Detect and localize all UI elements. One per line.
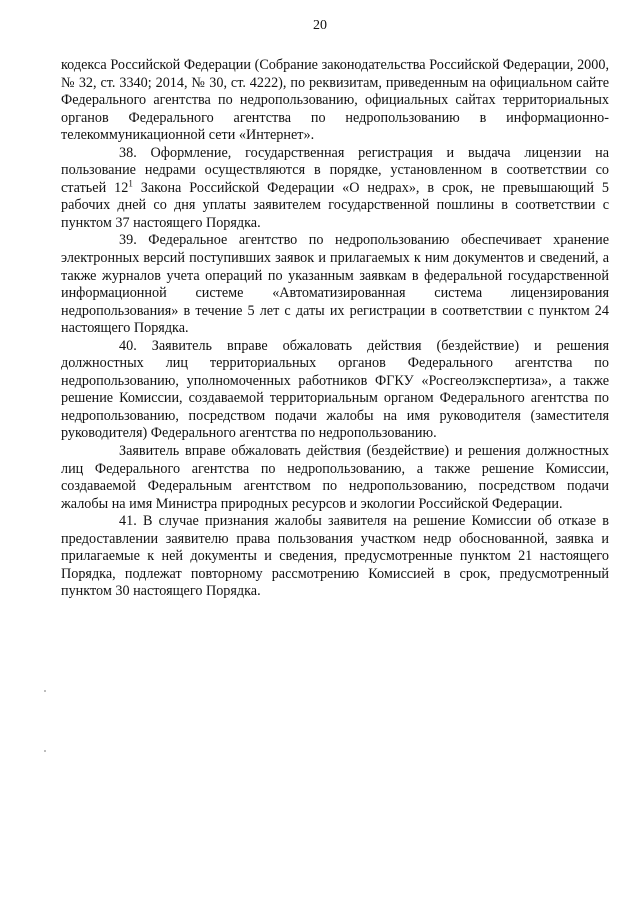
document-body bbox=[61, 57, 609, 601]
paragraph-38-text-start: 38. Оформление, государственная регистрация и выдача лицензии на пользование недрами осуществляются в порядке, установленном в соответствии со статьей 12 bbox=[61, 144, 609, 196]
paragraph-39: 39. Федеральное агентство по недропользованию обеспечивает хранение электронных версий поступивших заявок и прилагаемых к ним документов и сведений, а также журналов учета операций по указанным заявкам в федеральной государственной информационной системе «Автоматизированная система лицензирования недропользования» в течение 5 лет с даты их регистрации в соответствии с пунктом 24 настоящего Порядка. bbox=[61, 232, 609, 337]
paragraph-continuation: кодекса Российской Федерации (Собрание законодательства Российской Федерации, 2000, № 32, ст. 3340; 2014, № 30, ст. 4222), по реквизитам, приведенным на официальном сайте Федерального агентства по недропользованию, официальных сайтах территориальных органов Федерального агентства по недропользованию в информационно-телекоммуникационной сети «Интернет». bbox=[61, 57, 609, 144]
paragraph-38-superscript: 1 bbox=[128, 178, 133, 189]
page-number: 20 bbox=[313, 18, 327, 33]
paragraph-40-appeal-ministry: Заявитель вправе обжаловать действия (бездействие) и решения должностных лиц Федерального агентства по недропользованию, а также решение Комиссии, создаваемой Федеральным агентством по недропользованию, посредством подачи жалобы на имя Министра природных ресурсов и экологии Российской Федерации. bbox=[61, 443, 609, 512]
paragraph-38 bbox=[61, 145, 609, 233]
paragraph-38-text-end: Закона Российской Федерации «О недрах», в срок, не превышающий 5 рабочих дней со дня уплаты заявителем государственной пошлины в соответствии с пунктом 37 настоящего Порядка. bbox=[61, 179, 609, 231]
scan-speck bbox=[44, 750, 46, 752]
paragraph-40: 40. Заявитель вправе обжаловать действия (бездействие) и решения должностных лиц территориальных органов Федерального агентства по недропользованию, уполномоченных работников ФГКУ «Росгеолэкспертиза», а также решение Комиссии, создаваемой территориальным органом Федерального агентства по недропользованию, посредством подачи жалобы на имя руководителя (заместителя руководителя) Федерального агентства по недропользованию. bbox=[61, 337, 609, 442]
paragraph-41: 41. В случае признания жалобы заявителя на решение Комиссии об отказе в предоставлении заявителю права пользования участком недр обоснованной, заявка и прилагаемые к ней документы и сведения, предусмотренные пунктом 21 настоящего Порядка, подлежат повторному рассмотрению Комиссией в срок, предусмотренный пунктом 30 настоящего Порядка. bbox=[61, 513, 609, 600]
scan-speck bbox=[44, 690, 46, 692]
